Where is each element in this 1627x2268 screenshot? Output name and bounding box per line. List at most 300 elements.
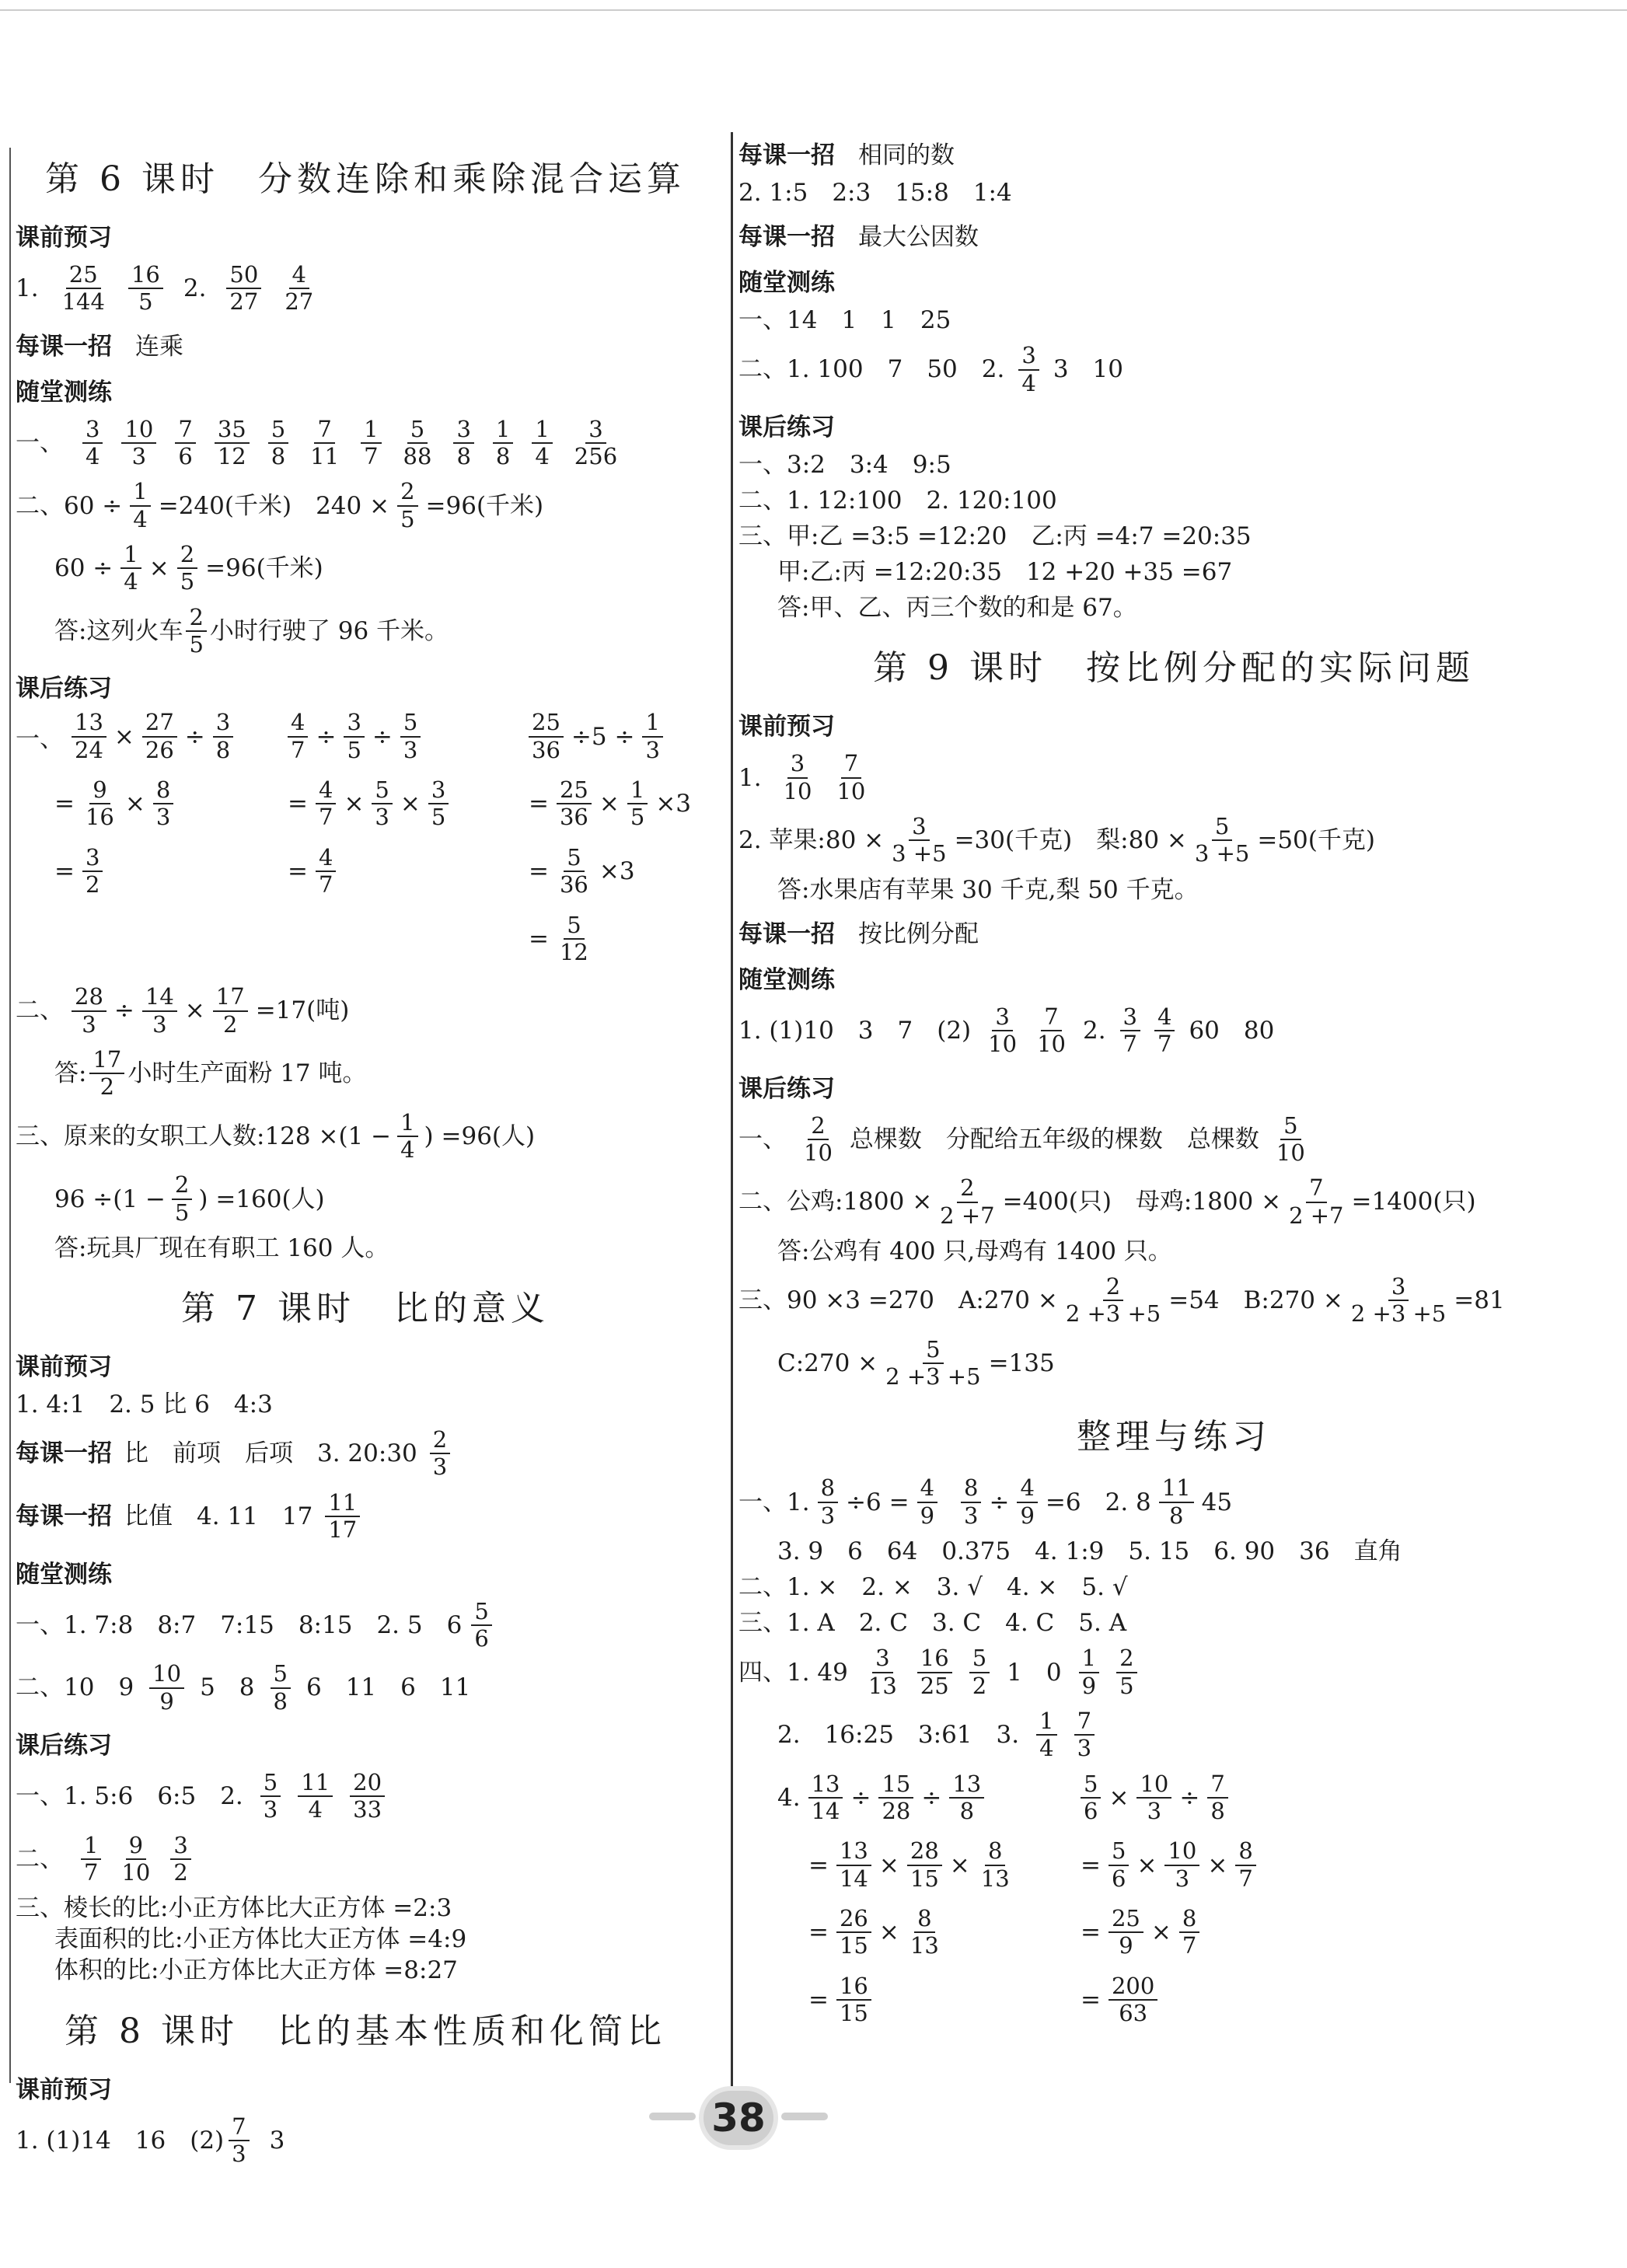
answer-line: 答:玩具厂现在有职工 160 人。 — [54, 1233, 389, 1262]
text: ) =160(人) — [198, 1185, 325, 1213]
denominator: 3 — [375, 804, 389, 831]
numerator: 3 — [344, 710, 364, 737]
denominator: 5 — [400, 505, 415, 532]
denominator: 4 — [400, 1136, 415, 1163]
denominator: 3 +5 — [892, 840, 947, 867]
fraction — [557, 845, 592, 898]
answer-line: 答:公鸡有 400 只,母鸡有 1400 只。 — [777, 1237, 1172, 1265]
tip-line — [16, 1427, 715, 1481]
fraction — [985, 1004, 1020, 1058]
numerator: 28 — [72, 984, 106, 1011]
fraction — [1116, 1645, 1136, 1699]
q-label: 1. — [16, 274, 39, 303]
text: 3 10 — [1053, 355, 1123, 384]
fraction — [172, 1172, 192, 1226]
numerator: 8 — [818, 1475, 838, 1502]
answer-line — [16, 1833, 715, 1886]
numerator: 10 — [149, 1661, 184, 1688]
fraction — [142, 984, 177, 1038]
fraction — [82, 777, 117, 831]
denominator: 7 — [1238, 1865, 1253, 1892]
text: 1. (1)14 16 (2) — [16, 2126, 225, 2155]
fraction — [271, 1661, 291, 1715]
answer-line — [16, 1047, 715, 1101]
answer-line: 体积的比:小正方体比大正方体 =8:27 — [54, 1956, 458, 1985]
denominator: 7 — [318, 871, 333, 898]
text: 6 11 6 11 — [305, 1673, 471, 1702]
numerator: 1 — [642, 710, 662, 737]
fraction — [72, 710, 106, 763]
text: 二、1. 100 7 50 2. — [738, 355, 1005, 384]
answer-line: 一、14 1 1 25 — [738, 306, 951, 335]
answer-line — [16, 262, 715, 316]
denominator: 9 — [920, 1502, 935, 1529]
denominator: 14 — [839, 1865, 868, 1892]
fraction — [1109, 1838, 1129, 1892]
fraction — [1179, 1906, 1199, 1959]
calc-column — [1081, 1771, 1314, 2027]
answer-line: 二、 $\frac{28}{3}$ ÷ $\frac{14}{3}$ × $\frac{17}{2}$ =17(吨) — [16, 983, 350, 1038]
denominator: 6 — [1084, 1798, 1098, 1825]
fraction — [213, 710, 233, 763]
fraction — [1235, 1838, 1255, 1892]
numerator: 5 — [923, 1337, 943, 1364]
denominator: 36 — [532, 736, 560, 763]
fraction — [1109, 1973, 1157, 2027]
denominator: 5 — [630, 804, 645, 831]
denominator: 5 — [138, 288, 153, 316]
tip-heading — [738, 914, 1609, 949]
numerator: 7 — [175, 417, 195, 444]
fraction — [59, 262, 108, 316]
text: 60 80 — [1189, 1017, 1275, 1045]
fraction — [372, 777, 392, 831]
answer-line — [16, 1661, 715, 1715]
text: =96(千米) — [205, 554, 323, 583]
tip-label: 每课一招 — [16, 1439, 112, 1468]
section-heading: 随堂测练 — [738, 269, 835, 298]
fraction — [1164, 1838, 1199, 1892]
section-heading: 课前预习 — [16, 2075, 112, 2104]
text: =54 B:270 × — [1168, 1286, 1343, 1315]
fraction — [1018, 343, 1039, 396]
fraction — [836, 1973, 871, 2027]
text: =30(千克) 梨:80 × — [954, 826, 1187, 855]
denominator: 9 — [1119, 1932, 1133, 1959]
denominator: 17 — [328, 1516, 358, 1544]
text: 60 ÷ — [54, 554, 113, 583]
text: 二、10 9 — [16, 1673, 134, 1702]
numerator: 10 — [121, 417, 156, 444]
fraction — [177, 542, 197, 595]
fraction — [571, 417, 620, 470]
numerator: 3 — [1120, 1004, 1140, 1031]
answer-line: 甲:乙:丙 =12:20:35 12 +20 +35 =67 — [777, 558, 1233, 587]
text: 答: — [54, 1059, 87, 1088]
numerator: 17 — [89, 1047, 124, 1074]
fraction — [937, 1175, 997, 1229]
text: 四、1. 49 — [738, 1658, 848, 1687]
denominator: 3 — [820, 1502, 836, 1529]
fraction — [949, 1771, 984, 1825]
fraction — [81, 1833, 101, 1886]
section-heading: 课后练习 — [738, 413, 835, 441]
fraction — [833, 751, 868, 804]
calc-step: $\frac{4}{7}$ ÷ $\frac{3}{5}$ ÷ $\frac{5}{3}$ — [288, 710, 498, 763]
fraction — [350, 1770, 385, 1823]
text: 比值 4. 11 17 — [124, 1502, 313, 1531]
fraction — [780, 751, 815, 804]
denominator: 2 — [223, 1010, 238, 1038]
answer-line: 1. 4:1 2. 5 比 6 4:3 — [16, 1390, 273, 1419]
calc-step: = $\frac{25}{9}$ × $\frac{8}{7}$ — [1081, 1906, 1314, 1959]
denominator: 4 — [535, 443, 550, 470]
numerator: 27 — [142, 710, 177, 737]
denominator: 2 — [173, 1858, 188, 1886]
text: 2. — [1082, 1017, 1106, 1045]
numerator: 11 — [1159, 1475, 1194, 1502]
denominator: 3 — [1077, 1735, 1092, 1762]
numerator: 2 — [186, 605, 206, 632]
fraction — [1036, 1708, 1056, 1762]
numerator: 1 — [130, 479, 150, 506]
fraction — [836, 1838, 871, 1892]
denominator: 3 — [403, 736, 418, 763]
denominator: 4 — [1021, 369, 1036, 396]
numerator: 17 — [213, 984, 248, 1011]
fraction-row — [16, 417, 715, 470]
answer-line — [738, 814, 1609, 867]
denominator: 33 — [353, 1796, 382, 1823]
answer-line: 表面积的比:小正方体比大正方体 =4:9 — [54, 1925, 467, 1954]
numerator: 16 — [836, 1973, 871, 2001]
denominator: 10 — [836, 777, 866, 804]
denominator: 12 — [217, 443, 246, 470]
denominator: 5 — [189, 631, 204, 658]
numerator: 3 — [872, 1645, 892, 1673]
denominator: 3 — [1147, 1798, 1162, 1825]
numerator: 3 — [428, 777, 449, 804]
denominator: 5 — [180, 568, 195, 595]
calc-column — [777, 1771, 1034, 2027]
section-heading: 课后练习 — [16, 675, 112, 703]
numerator: 2 — [430, 1427, 450, 1454]
fraction — [229, 2114, 249, 2168]
numerator: 200 — [1109, 1973, 1157, 2001]
denominator: 3 — [432, 1453, 448, 1481]
denominator: 2 — [100, 1073, 115, 1101]
fraction — [557, 912, 592, 966]
calc-step: = $\frac{200}{63}$ — [1081, 1973, 1314, 2027]
right-column — [738, 132, 1609, 2026]
fraction — [642, 710, 662, 763]
fraction — [213, 984, 248, 1038]
calc-column — [288, 710, 498, 965]
section-heading: 课前预习 — [16, 224, 112, 252]
fraction — [118, 1833, 153, 1886]
numerator: 5 — [1212, 814, 1232, 841]
denominator: 4 — [133, 505, 148, 532]
answer-line: 答:甲、乙、丙三个数的和是 67。 — [777, 594, 1137, 623]
text: =240(千米) 240 × — [158, 491, 390, 520]
calc-step: = $\frac{25}{36}$ × $\frac{1}{5}$ ×3 — [529, 776, 692, 831]
numerator: 50 — [226, 262, 261, 289]
fraction — [493, 417, 513, 470]
answer-line — [738, 1337, 1609, 1390]
text: 2. 苹果:80 × — [738, 826, 885, 855]
fraction — [471, 1599, 491, 1652]
calc-step: = $\frac{16}{15}$ — [777, 1973, 1034, 2027]
fraction — [1079, 1645, 1099, 1699]
fraction — [627, 777, 648, 831]
denominator: 6 — [474, 1624, 489, 1652]
numerator: 4 — [316, 845, 336, 872]
numerator: 5 — [969, 1645, 990, 1673]
fraction — [130, 479, 150, 532]
fraction — [215, 417, 250, 470]
fraction — [1081, 1771, 1101, 1825]
answer-line: 二、1. 12:100 2. 120:100 — [738, 486, 1057, 515]
fraction — [907, 1838, 942, 1892]
denominator: 16 — [85, 804, 114, 831]
text: 3 — [269, 2126, 285, 2155]
calc-column — [529, 710, 715, 965]
fraction — [1273, 1113, 1308, 1167]
denominator: 7 — [291, 736, 305, 763]
calc-step: = $\frac{13}{14}$ × $\frac{28}{15}$ × $\frac{8}{13}$ — [777, 1838, 1034, 1892]
denominator: 5 — [431, 804, 446, 831]
numerator: 25 — [529, 710, 564, 737]
numerator: 20 — [350, 1770, 385, 1797]
denominator: 3 — [263, 1796, 278, 1823]
denominator: 7 — [1182, 1932, 1197, 1959]
section-heading: 课后练习 — [16, 1731, 112, 1760]
calc-step: 4. $\frac{13}{14}$ ÷ $\frac{15}{28}$ ÷ $\frac{13}{8}$ — [777, 1771, 1034, 1825]
fraction — [453, 417, 473, 470]
calc-step: = $\frac{4}{7}$ — [288, 845, 498, 898]
left-margin-rule — [9, 148, 11, 2083]
section-heading: 随堂测练 — [16, 1560, 112, 1589]
numerator: 7 — [229, 2114, 249, 2141]
text: ÷6 = — [846, 1488, 910, 1516]
numerator: 25 — [557, 777, 592, 804]
numerator: 13 — [836, 1838, 871, 1865]
numerator: 11 — [298, 1770, 333, 1797]
numerator: 3 — [82, 417, 103, 444]
column-divider — [731, 132, 733, 2091]
fraction — [170, 1833, 190, 1886]
answer-line: 三、棱长的比:小正方体比大正方体 =2:3 — [16, 1894, 452, 1923]
fraction — [1074, 1708, 1095, 1762]
numerator: 1 — [532, 417, 552, 444]
lesson-8-title: 第 8 课时 比的基本性质和化简比 — [65, 2011, 666, 2051]
q-label: 1. — [738, 763, 762, 792]
fraction — [82, 417, 103, 470]
tip-heading — [738, 135, 1609, 170]
denominator: 7 — [318, 804, 333, 831]
numerator: 5 — [471, 1599, 491, 1626]
fraction — [1136, 1771, 1171, 1825]
denominator: 24 — [75, 736, 103, 763]
numerator: 3 — [585, 417, 606, 444]
denominator: 7 — [84, 1858, 99, 1886]
denominator: 4 — [308, 1796, 323, 1823]
numerator: 1 — [493, 417, 513, 444]
numerator: 5 — [372, 777, 392, 804]
fraction — [961, 1475, 981, 1529]
denominator: 3 — [964, 1502, 979, 1529]
fraction — [428, 777, 449, 831]
numerator: 8 — [914, 1906, 934, 1933]
fraction — [186, 605, 206, 658]
numerator: 3 — [1018, 343, 1039, 370]
answer-line — [16, 1110, 715, 1164]
calc-grid — [16, 710, 715, 965]
numerator: 2 — [172, 1172, 192, 1199]
fraction — [529, 710, 564, 763]
text: ÷ — [989, 1488, 1010, 1516]
fraction — [72, 984, 106, 1038]
denominator: 10 — [783, 777, 812, 804]
denominator: 256 — [574, 443, 618, 470]
fraction — [1017, 1475, 1037, 1529]
text: 总棵数 分配给五年级的棵数 总棵数 — [849, 1125, 1259, 1153]
tip-label: 每课一招 — [738, 141, 835, 169]
denominator: 36 — [559, 871, 588, 898]
denominator: 14 — [811, 1798, 840, 1825]
numerator: 5 — [564, 912, 584, 940]
numerator: 5 — [407, 417, 428, 444]
numerator: 8 — [153, 777, 173, 804]
denominator: 5 — [1119, 1672, 1134, 1699]
fraction — [557, 777, 592, 831]
page-ornament-right — [781, 2113, 828, 2120]
numerator: 13 — [808, 1771, 843, 1799]
denominator: 8 — [273, 1687, 288, 1715]
text: × — [148, 554, 169, 583]
calc-step: = $\frac{5}{6}$ × $\frac{10}{3}$ × $\frac{8}{7}$ — [1081, 1838, 1314, 1892]
denominator: 3 — [155, 804, 171, 831]
numerator: 4 — [289, 262, 309, 289]
answer-line: 答:水果店有苹果 30 千克,梨 50 千克。 — [777, 875, 1199, 904]
fraction — [1286, 1175, 1346, 1229]
section-heading: 随堂测练 — [16, 378, 112, 406]
denominator: 13 — [980, 1865, 1010, 1892]
numerator: 7 — [841, 751, 861, 778]
answer-line — [16, 479, 715, 532]
fraction — [89, 1047, 124, 1101]
calc-step: = $\frac{9}{16}$ × $\frac{8}{3}$ — [16, 777, 257, 831]
denominator: 10 — [804, 1139, 833, 1166]
numerator: 7 — [1074, 1708, 1095, 1736]
numerator: 8 — [1179, 1906, 1199, 1933]
numerator: 2 — [177, 542, 197, 569]
denominator: 3 — [232, 2140, 246, 2167]
review-title: 整理与练习 — [1077, 1417, 1271, 1457]
numerator: 4 — [288, 710, 308, 737]
denominator: 4 — [1039, 1735, 1054, 1762]
fraction — [889, 814, 949, 867]
denominator: 88 — [403, 443, 432, 470]
fraction — [1207, 1771, 1227, 1825]
calc-step: = $\frac{3}{2}$ — [16, 845, 257, 898]
numerator: 1 — [81, 1833, 101, 1860]
fraction — [1120, 1004, 1140, 1058]
text: 一、1. 7:8 8:7 7:15 8:15 2. 5 6 — [16, 1610, 463, 1639]
fraction — [128, 262, 163, 316]
fraction — [142, 710, 177, 763]
fraction — [175, 417, 195, 470]
fraction — [268, 417, 288, 470]
numerator: 5 — [268, 417, 288, 444]
numerator: 8 — [1235, 1838, 1255, 1865]
fraction — [344, 710, 364, 763]
q-prefix: 一、 — [16, 725, 64, 754]
numerator: 10 — [1164, 1838, 1199, 1865]
fraction — [532, 417, 552, 470]
numerator: 4 — [316, 777, 336, 804]
section-heading: 课前预习 — [16, 1353, 112, 1382]
answer-line — [16, 2114, 715, 2168]
fraction — [882, 1337, 983, 1390]
fraction — [316, 845, 336, 898]
text: 三、90 ×3 =270 A:270 × — [738, 1286, 1058, 1315]
calc-step: = $\frac{4}{7}$ × $\frac{5}{3}$ × $\frac{3}{5}$ — [288, 777, 498, 831]
numerator: 3 — [170, 1833, 190, 1860]
page-ornament-left — [649, 2113, 696, 2120]
fraction — [307, 417, 342, 470]
denominator: 15 — [910, 1865, 939, 1892]
numerator: 4 — [1017, 1475, 1037, 1502]
numerator: 5 — [1109, 1838, 1129, 1865]
denominator: 26 — [145, 736, 174, 763]
numerator: 2 — [1116, 1645, 1136, 1673]
denominator: 6 — [178, 443, 193, 470]
text: 比 前项 后项 3. 20:30 — [124, 1439, 417, 1468]
numerator: 26 — [836, 1906, 871, 1933]
numerator: 1 — [1036, 1708, 1056, 1736]
answer-line: 2. 1:5 2:3 15:8 1:4 — [738, 179, 1012, 207]
q-prefix: 二、 — [16, 1844, 64, 1873]
denominator: 28 — [882, 1798, 911, 1825]
denominator: 63 — [1119, 2000, 1148, 2027]
denominator: 5 — [347, 736, 361, 763]
numerator: 2 — [808, 1113, 828, 1140]
numerator: 4 — [1154, 1004, 1175, 1031]
answer-line — [738, 751, 1609, 804]
denominator: 10 — [988, 1031, 1018, 1058]
fraction — [818, 1475, 838, 1529]
q-label: 4. — [777, 1784, 801, 1813]
calc-step: = $\frac{5}{36}$ ×3 — [529, 843, 635, 898]
denominator: 13 — [910, 1932, 939, 1959]
denominator: 3 — [645, 736, 660, 763]
fraction — [969, 1645, 990, 1699]
numerator: 9 — [126, 1833, 146, 1860]
text: ÷5 ÷ — [571, 722, 635, 751]
fraction — [149, 1661, 184, 1715]
tip-heading — [738, 217, 1609, 252]
text: =81 — [1454, 1286, 1505, 1315]
answer-line: 三、甲:乙 =3:5 =12:20 乙:丙 =4:7 =20:35 — [738, 522, 1252, 551]
numerator: 1 — [361, 417, 381, 444]
tip-text: 连乘 — [135, 332, 183, 361]
numerator: 25 — [1109, 1906, 1143, 1933]
section-heading: 课前预习 — [738, 713, 835, 741]
text: 二、公鸡:1800 × — [738, 1188, 933, 1216]
fraction — [1159, 1475, 1194, 1529]
lesson-7-title: 第 7 课时 比的意义 — [181, 1289, 550, 1329]
